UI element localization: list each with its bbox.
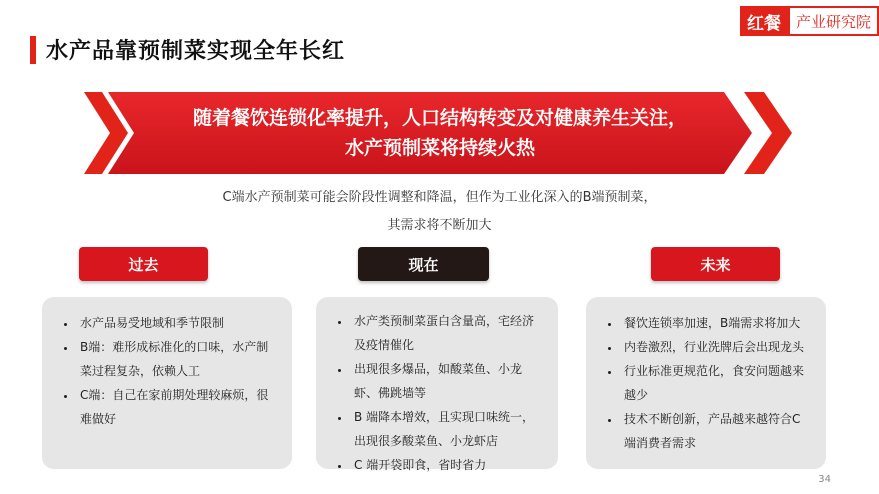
list-item: • C端：自己在家前期处理较麻烦，很难做好 [76,383,278,431]
card-present [316,297,558,472]
list-item: • 行业标准更规范化，食安问题越来越少 [620,359,812,407]
page-title: 水产品靠预制菜实现全年长红 [46,39,346,64]
banner-line-1: 随着餐饮连锁化率提升，人口结构转变及对健康养生关注， [192,107,687,129]
brand-logo [740,6,879,36]
list-item: • 水产品易受地域和季节限制 [76,311,278,335]
list-item: • 出现很多爆品，如酸菜鱼、小龙虾、佛跳墙等 [350,357,544,405]
list-item: • 内卷激烈，行业洗牌后会出现龙头 [620,335,812,359]
label-present: 现在 [358,247,489,281]
list-item: • 技术不断创新，产品越来越符合C端消费者需求 [620,407,812,455]
page-number: 34 [818,474,831,485]
subtitle-line-1: C端水产预制菜可能会阶段性调整和降温，但作为工业化深入的B端预制菜， [222,190,657,205]
key-message-banner [84,92,796,174]
list-item: • C 端开袋即食，省时省力 [350,453,544,477]
title-accent-bar [30,36,36,64]
list-item: • B端：难形成标准化的口味，水产制菜过程复杂，依赖人工 [76,335,278,383]
list-item: • 餐饮连锁率加速，B端需求将加大 [620,311,812,335]
list-item: • 水产类预制菜蛋白含量高，宅经济及疫情催化 [350,309,544,357]
banner-line-2: 水产预制菜将持续火热 [344,137,535,159]
logo-subtitle: 产业研究院 [788,6,879,36]
logo-brand: 红餐 [740,6,788,36]
card-future [586,297,826,469]
list-item: • B 端降本增效，且实现口味统一，出现很多酸菜鱼、小龙虾店 [350,405,544,453]
label-past: 过去 [79,247,208,281]
card-past [42,297,292,469]
label-future: 未来 [651,247,780,281]
subtitle-line-2: 其需求将不断加大 [387,218,492,233]
